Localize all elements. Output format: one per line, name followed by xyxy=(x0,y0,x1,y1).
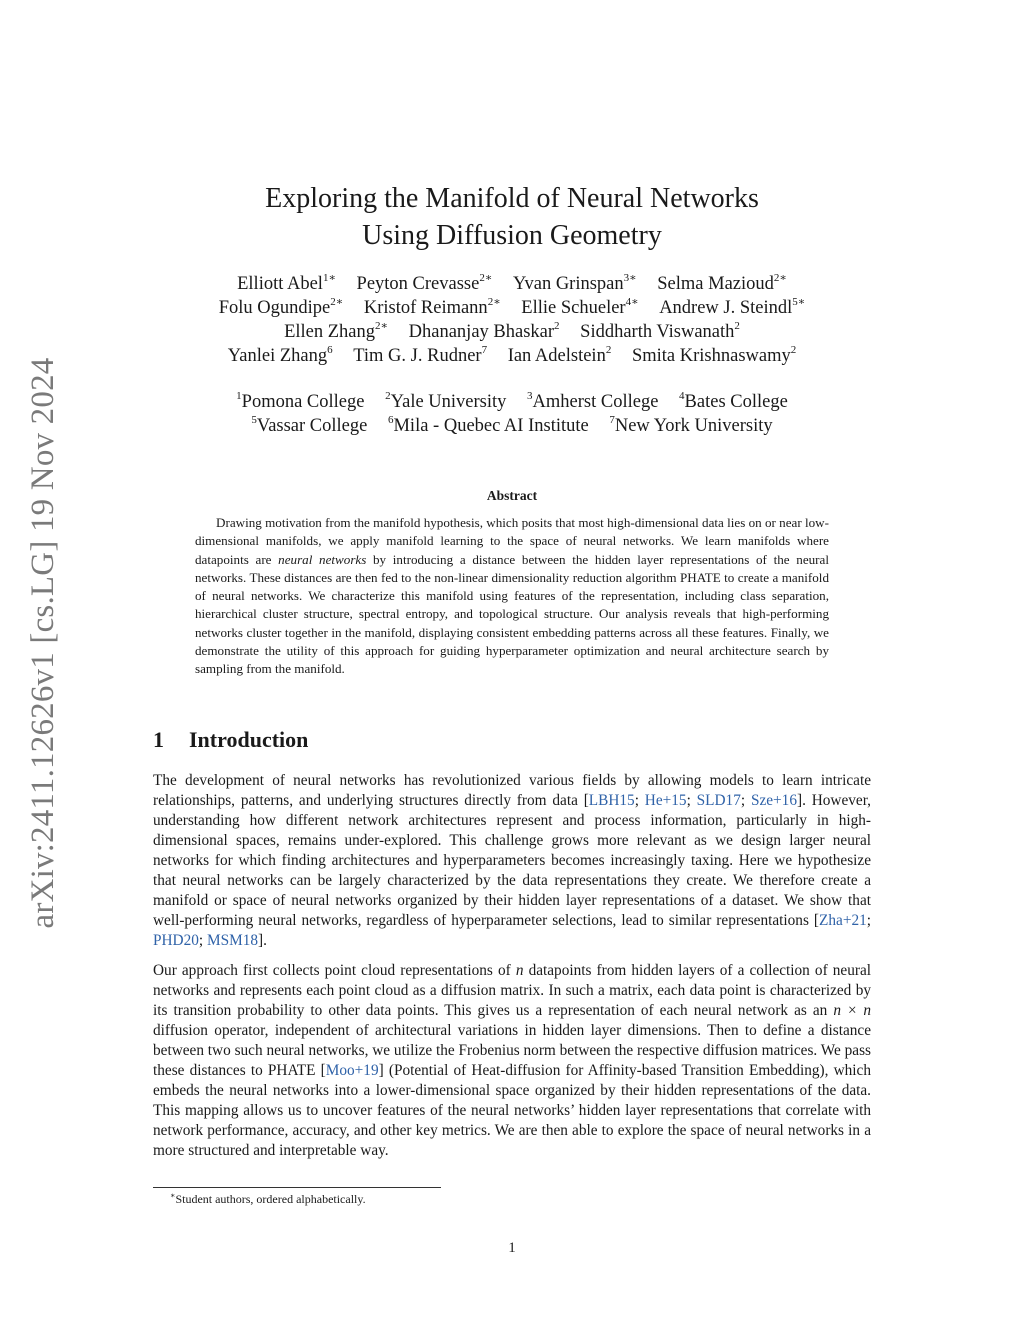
author: Yvan Grinspan$^{3∗}$ xyxy=(512,272,637,294)
paper-title xyxy=(152,180,872,254)
affiliation: $^7$New York University xyxy=(609,414,773,436)
affiliation: $^5$Vassar College xyxy=(251,414,368,436)
author: Ellen Zhang$^{2∗}$ xyxy=(284,320,389,342)
citation-link[interactable]: MSM18 xyxy=(206,932,258,949)
citation-link[interactable]: PHD20 xyxy=(153,932,199,949)
author: Folu Ogundipe$^{2∗}$ xyxy=(218,296,344,318)
section-heading: 1 Introduction xyxy=(153,727,309,752)
author: Andrew J. Steindl$^{5∗}$ xyxy=(659,296,806,318)
affiliation: $^2$Yale University xyxy=(385,390,507,412)
intro-paragraph-2: Our approach first collects point cloud representations of n datapoints from hidden layers of a collection of neural networks and represents each point cloud as a diffusion matrix. In such a matrix, each data point is characterized by its transition probability to other data points. This gives us a representation of each neural network as an n × n diffusion operator, independent of architectural variations in hidden layer dimensions. Then to define a distance between two such neural networks, we utilize the Frobenius norm between the respective diffusion matrices. We pass these distances to PHATE [Moo+19] (Potential of Heat-diffusion for Affinity-based Transition Embedding), which embeds the neural networks into a lower-dimensional space organized by their hidden representations of the data. This mapping allows us to uncover features of the neural networks’ hidden layer representations that correlate with network performance, accuracy, and other key metrics. We are then able to explore the space of neural networks in a more structured and interpretable way. xyxy=(153,962,871,1159)
citation-link[interactable]: LBH15 xyxy=(588,792,635,809)
citation-link[interactable]: Zha+21 xyxy=(819,912,867,929)
affiliation-row xyxy=(152,390,872,414)
arxiv-identifier: arXiv:2411.12626v1 [cs.LG] 19 Nov 2024 xyxy=(25,357,61,929)
author-row xyxy=(152,296,872,320)
affiliation: $^4$Bates College xyxy=(679,390,788,412)
page-number: 1 xyxy=(508,1240,516,1256)
author: Yanlei Zhang$^6$ xyxy=(227,344,333,366)
footnote: ∗Student authors, ordered alphabetically. xyxy=(170,1191,366,1206)
abstract-body: Drawing motivation from the manifold hypothesis, which posits that most high-dimensional data lies on or near low-dimensional manifolds, we apply manifold learning to the space of neural networks. We learn manifolds where datapoints are neural networks by introducing a distance between the hidden layer representations of the neural networks. These distances are then fed to the non-linear dimensionality reduction algorithm PHATE to create a manifold of neural networks. We characterize this manifold using features of the representation, including class separation, hierarchical cluster structure, spectral entropy, and topological structure. Our analysis reveals that high-performing networks cluster together in the manifold, displaying consistent embedding patterns across all these features. Finally, we demonstrate the utility of this approach for guiding hyperparameter optimization and neural architecture search by sampling from the manifold. xyxy=(195,515,829,677)
title-line-1: Exploring the Manifold of Neural Networks xyxy=(265,183,759,214)
author: Peyton Crevasse$^{2∗}$ xyxy=(356,272,493,294)
author: Siddharth Viswanath$^2$ xyxy=(580,320,740,342)
title-line-2: Using Diffusion Geometry xyxy=(362,220,662,251)
author-list xyxy=(152,272,872,368)
citation-link[interactable]: Moo+19 xyxy=(325,1062,379,1079)
author-row xyxy=(152,272,872,296)
affiliation: $^6$Mila - Quebec AI Institute xyxy=(387,414,589,436)
affiliation: $^3$Amherst College xyxy=(527,390,659,412)
abstract-heading: Abstract xyxy=(486,488,538,503)
author-row xyxy=(152,320,872,344)
author: Kristof Reimann$^{2∗}$ xyxy=(363,296,501,318)
author: Smita Krishnaswamy$^2$ xyxy=(631,344,797,366)
author: Tim G. J. Rudner$^7$ xyxy=(353,344,488,366)
author: Selma Mazioud$^{2∗}$ xyxy=(657,272,787,294)
footnote-rule xyxy=(153,1187,441,1188)
citation-link[interactable]: He+15 xyxy=(644,792,687,809)
author: Ellie Schueler$^{4∗}$ xyxy=(521,296,639,318)
author-row xyxy=(152,344,872,368)
citation-link[interactable]: SLD17 xyxy=(696,792,741,809)
affiliation-row xyxy=(152,414,872,438)
author: Ian Adelstein$^2$ xyxy=(507,344,612,366)
affiliation-list xyxy=(152,390,872,438)
intro-paragraph-1: The development of neural networks has revolutionized various fields by allowing models to learn intricate relationships, patterns, and underlying structures directly from data [LBH15; He+15; SLD17; Sze+16]. However, understanding how different network architectures represent and process information, particularly in high-dimensional spaces, remains under-explored. This challenge grows more relevant as we design larger neural networks for which finding architectures and hyperparameters becomes increasingly taxing. Here we hypothesize that neural networks can be largely characterized by the data representations they create. We therefore create a manifold or space of neural networks organized by their hidden layer representations of a dataset. We show that well-performing neural networks, regardless of hyperparameter selections, lead to similar representations [Zha+21; PHD20; MSM18]. xyxy=(153,772,871,949)
author: Dhananjay Bhaskar$^2$ xyxy=(408,320,560,342)
author: Elliott Abel$^{1∗}$ xyxy=(237,272,336,294)
affiliation: $^1$Pomona College xyxy=(236,390,365,412)
citation-link[interactable]: Sze+16 xyxy=(750,792,797,809)
